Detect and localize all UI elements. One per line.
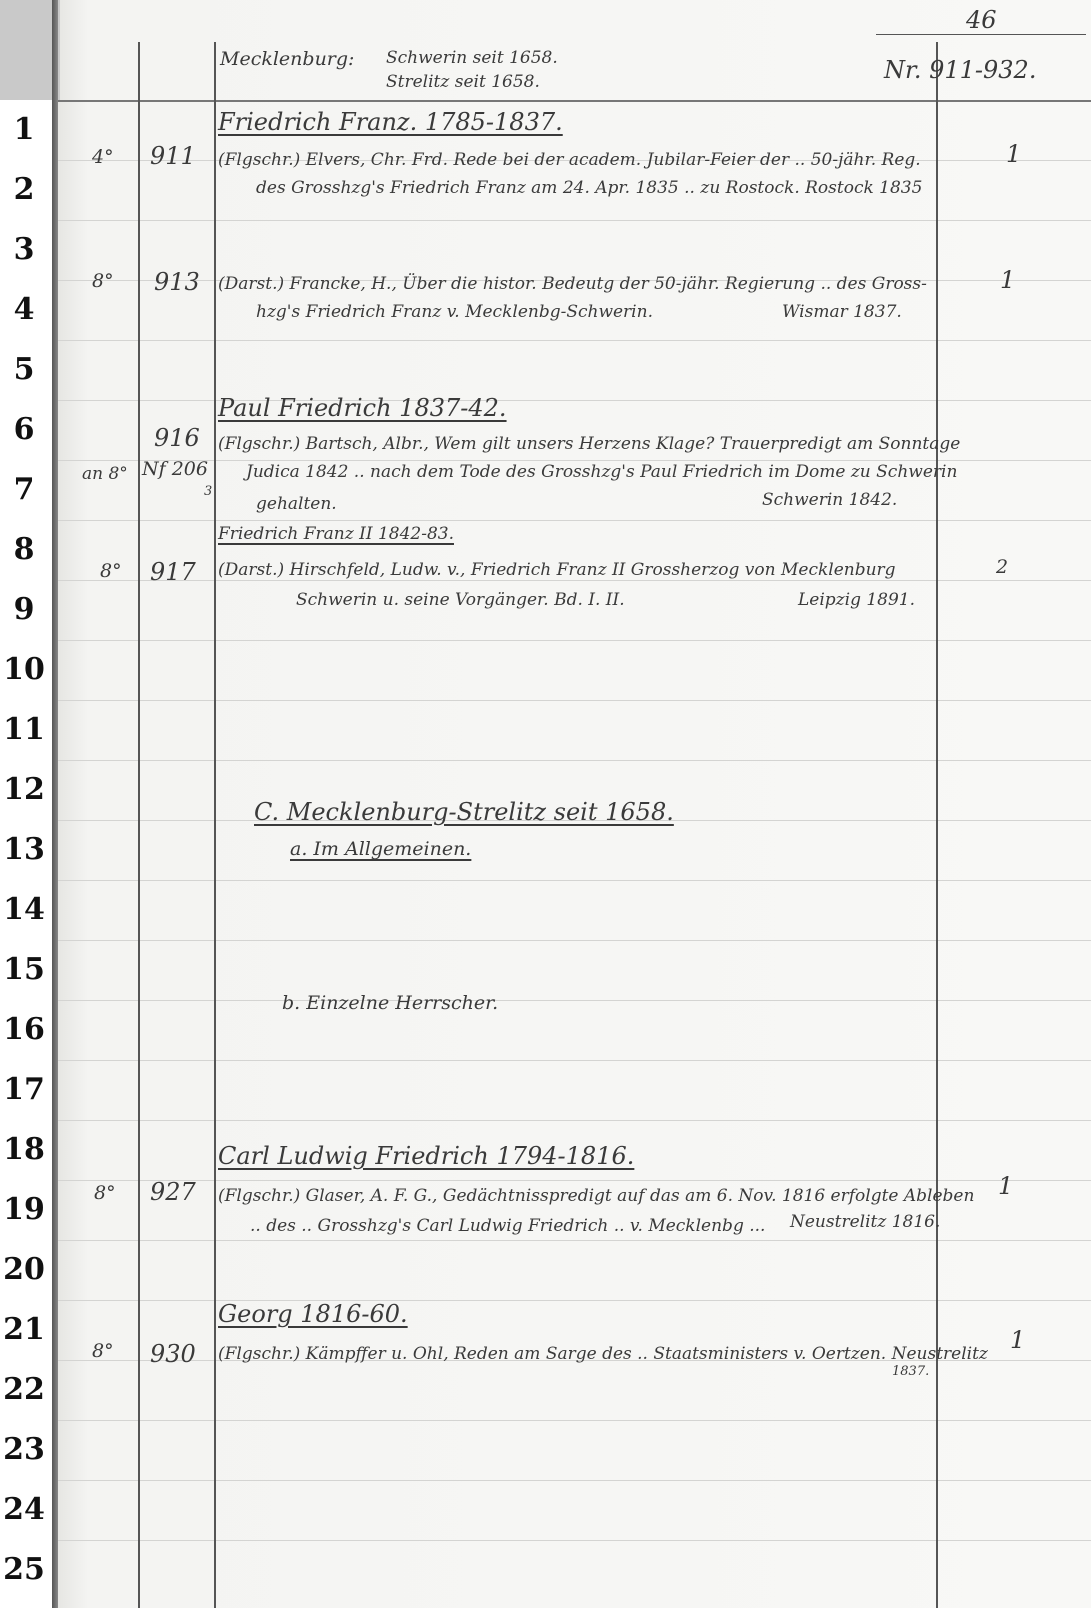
section-heading: Friedrich Franz II 1842-83. (218, 524, 454, 544)
gutter-header-block (0, 0, 60, 100)
entry-range: Nr. 911-932. (884, 56, 1037, 84)
line-number: 9 (13, 592, 35, 627)
entry-line: Judica 1842 .. nach dem Tode des Grosshzg's Paul Friedrich im Dome zu Schwerin (246, 462, 958, 482)
section-heading: Paul Friedrich 1837-42. (218, 394, 507, 422)
alt-number: Nf 206 (142, 458, 208, 480)
entry-line: .. des .. Grosshzg's Carl Ludwig Friedrich .. v. Mecklenbg ... (250, 1216, 766, 1236)
line-number: 6 (13, 412, 35, 447)
entry-place: Neustrelitz 1816. (790, 1212, 941, 1232)
line-number: 3 (13, 232, 35, 267)
entry-number: 930 (150, 1340, 196, 1368)
column-divider (214, 42, 216, 1608)
volume-count: 2 (996, 556, 1009, 578)
format-mark: 8° (100, 560, 122, 582)
line-number: 17 (3, 1072, 45, 1107)
entry-line: (Darst.) Hirschfeld, Ludw. v., Friedrich Franz II Grossherzog von Mecklenburg (218, 560, 896, 580)
entry-year: 1837. (892, 1364, 930, 1379)
line-number: 15 (3, 952, 45, 987)
format-mark: 4° (92, 146, 114, 168)
line-number: 12 (3, 772, 45, 807)
page-title: Mecklenburg: (220, 48, 355, 70)
page-binding-edge (52, 0, 58, 1608)
line-number: 20 (3, 1252, 45, 1287)
entry-line: (Flgschr.) Elvers, Chr. Frd. Rede bei der academ. Jubilar-Feier der .. 50-jähr. Reg. (218, 150, 921, 170)
line-number: 18 (3, 1132, 45, 1167)
entry-place: Schwerin 1842. (762, 490, 898, 510)
title-line-2: Strelitz seit 1658. (386, 72, 540, 92)
format-mark: 8° (92, 270, 114, 292)
entry-number: 911 (150, 142, 196, 170)
section-heading: Georg 1816-60. (218, 1300, 408, 1328)
format-mark: 8° (92, 1340, 114, 1362)
entry-line: (Flgschr.) Bartsch, Albr., Wem gilt unsers Herzens Klage? Trauerpredigt am Sonntage (218, 434, 961, 454)
section-heading: Carl Ludwig Friedrich 1794-1816. (218, 1142, 635, 1170)
entry-place: Wismar 1837. (782, 302, 902, 322)
page-number: 46 (966, 6, 997, 34)
section-heading: Friedrich Franz. 1785-1837. (218, 108, 563, 136)
line-number: 24 (3, 1492, 45, 1527)
entry-line: hzg's Friedrich Franz v. Mecklenbg-Schwerin. (256, 302, 653, 322)
line-number: 21 (3, 1312, 45, 1347)
line-number: 5 (13, 352, 35, 387)
line-number: 10 (3, 652, 45, 687)
entry-line: (Darst.) Francke, H., Über die histor. Bedeutg der 50-jähr. Regierung .. des Gross- (218, 274, 927, 294)
line-number: 25 (3, 1552, 45, 1587)
page-number-rule (876, 34, 1086, 35)
entry-line: des Grosshzg's Friedrich Franz am 24. Apr. 1835 .. zu Rostock. Rostock 1835 (256, 178, 923, 198)
entry-line: Schwerin u. seine Vorgänger. Bd. I. II. (296, 590, 625, 610)
entry-line: (Flgschr.) Kämpffer u. Ohl, Reden am Sarge des .. Staatsministers v. Oertzen. Neustrelitz (218, 1344, 988, 1364)
column-divider (936, 42, 938, 1608)
entry-line: gehalten. (256, 494, 337, 514)
section-heading: C. Mecklenburg-Strelitz seit 1658. (254, 798, 674, 826)
line-number: 8 (13, 532, 35, 567)
line-number: 13 (3, 832, 45, 867)
line-number: 23 (3, 1432, 45, 1467)
line-number: 14 (3, 892, 45, 927)
line-number: 19 (3, 1192, 45, 1227)
title-line-1: Schwerin seit 1658. (386, 48, 558, 68)
format-mark: an 8° (82, 464, 128, 484)
line-number: 22 (3, 1372, 45, 1407)
line-number: 1 (13, 112, 35, 147)
volume-count: 1 (1006, 140, 1022, 168)
line-number: 11 (3, 712, 45, 747)
line-number: 16 (3, 1012, 45, 1047)
entry-number: 917 (150, 558, 196, 586)
line-number: 4 (13, 292, 35, 327)
line-number: 2 (13, 172, 35, 207)
entry-place: Leipzig 1891. (798, 590, 916, 610)
column-divider (138, 42, 140, 1608)
entry-number: 916 (154, 424, 200, 452)
line-number: 7 (13, 472, 35, 507)
volume-count: 1 (998, 1172, 1014, 1200)
entry-line: (Flgschr.) Glaser, A. F. G., Gedächtnisspredigt auf das am 6. Nov. 1816 erfolgte Ableben (218, 1186, 975, 1206)
alt-number-mark: 3 (204, 484, 213, 499)
subsection-heading: b. Einzelne Herrscher. (282, 992, 499, 1014)
volume-count: 1 (1010, 1326, 1026, 1354)
volume-count: 1 (1000, 266, 1016, 294)
format-mark: 8° (94, 1182, 116, 1204)
subsection-heading: a. Im Allgemeinen. (290, 838, 472, 860)
entry-number: 927 (150, 1178, 196, 1206)
entry-number: 913 (154, 268, 200, 296)
